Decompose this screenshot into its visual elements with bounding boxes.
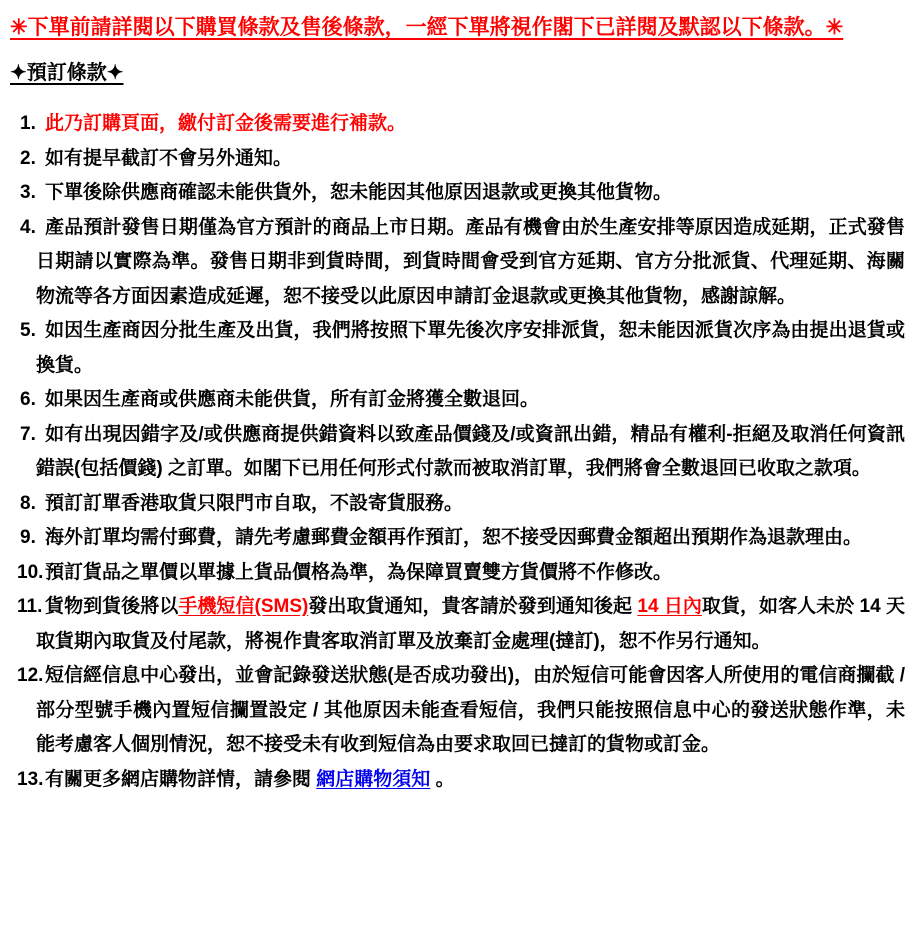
term-number: 1. xyxy=(20,113,36,134)
store-shopping-guide-link[interactable]: 網店購物須知 xyxy=(316,768,431,790)
term-item-11 xyxy=(10,590,905,659)
term-text: 預訂貨品之單價以單據上貨品價格為準，為保障買賣雙方貨價將不作修改。 xyxy=(45,561,673,583)
term-text: 取貨，如客人未於 14 天取貨期內取貨及付尾款，將視作貴客取消訂單及放棄訂金處理(撻訂)，恕不作另行通知。 xyxy=(36,596,906,652)
sms-notice-highlight: 手機短信(SMS) xyxy=(178,596,309,617)
term-number: 11. xyxy=(17,596,43,617)
term-item-2 xyxy=(10,142,905,177)
term-number: 4. xyxy=(20,216,36,238)
term-number: 12. xyxy=(17,665,44,686)
term-text: 發出取貨通知，貴客請於發到通知後起 xyxy=(308,596,638,617)
term-text: 如因生產商因分批生產及出貨，我們將按照下單先後次序安排派貨，恕未能因派貨次序為由提出退貨或換貨。 xyxy=(36,320,905,376)
term-text: 如果因生產商或供應商未能供貨，所有訂金將獲全數退回。 xyxy=(45,389,540,410)
term-text: 產品預計發售日期僅為官方預計的商品上市日期。產品有機會由於生產安排等原因造成延期，正式發售日期請以實際為準。發售日期非到貨時間，到貨時間會受到官方延期、官方分批派貨、代理延期、海關物流等各方面因素造成延遲，恕不接受以此原因申請訂金退款或更換其他貨物，感謝諒解。 xyxy=(36,216,905,307)
term-number: 6. xyxy=(20,389,36,410)
preorder-terms-title: ✦預訂條款✦ xyxy=(10,62,124,84)
term-item-7 xyxy=(10,418,905,487)
term-item-5 xyxy=(10,314,905,383)
term-text: 預訂訂單香港取貨只限門市自取，不設寄貨服務。 xyxy=(45,492,464,514)
term-item-1 xyxy=(10,107,905,142)
term-text: 如有提早截訂不會另外通知。 xyxy=(45,147,293,169)
term-number: 5. xyxy=(20,320,36,341)
term-item-3 xyxy=(10,176,905,211)
term-number: 9. xyxy=(20,527,36,548)
term-text: 。 xyxy=(430,768,455,790)
term-text: 下單後除供應商確認未能供貨外，恕未能因其他原因退款或更換其他貨物。 xyxy=(45,182,673,203)
term-text: 海外訂單均需付郵費，請先考慮郵費金額再作預訂，恕不接受因郵費金額超出預期作為退款理由。 xyxy=(45,527,863,548)
term-item-9 xyxy=(10,521,905,556)
term-number: 2. xyxy=(20,147,36,169)
term-number: 13. xyxy=(17,768,44,790)
term-item-10 xyxy=(10,556,905,591)
term-number: 7. xyxy=(20,423,36,445)
term-item-6 xyxy=(10,383,905,418)
term-text: 如有出現因錯字及/或供應商提供錯資料以致產品價錢及/或資訊出錯，精品有權利-拒絕及取消任何資訊錯誤(包括價錢) 之訂單。如閣下已用任何形式付款而被取消訂單，我們將會全數退回已收取之款項。 xyxy=(36,423,905,479)
term-text: 此乃訂購頁面，繳付訂金後需要進行補款。 xyxy=(45,113,407,134)
term-text: 有關更多網店購物詳情，請參閱 xyxy=(45,768,317,790)
terms-list xyxy=(10,107,905,797)
term-item-12 xyxy=(10,659,905,763)
purchase-warning-header: ✳下單前請詳閱以下購買條款及售後條款，一經下單將視作閣下已詳閱及默認以下條款。✳ xyxy=(10,16,844,39)
term-item-13 xyxy=(10,763,905,798)
term-item-4 xyxy=(10,211,905,315)
term-number: 10. xyxy=(17,561,44,583)
pickup-deadline-highlight: 14 日內 xyxy=(637,596,702,617)
term-text: 貨物到貨後將以 xyxy=(45,596,179,617)
term-number: 3. xyxy=(20,182,36,203)
term-item-8 xyxy=(10,487,905,522)
term-number: 8. xyxy=(20,492,36,514)
term-text: 短信經信息中心發出，並會記錄發送狀態(是否成功發出)，由於短信可能會因客人所使用的電信商攔截 / 部分型號手機內置短信攔置設定 / 其他原因未能查看短信，我們只能按照信息中心的發送狀態作準，未能考慮客人個別情況，恕不接受未有收到短信為由要求取回已撻訂的貨物或訂金。 xyxy=(36,665,905,755)
